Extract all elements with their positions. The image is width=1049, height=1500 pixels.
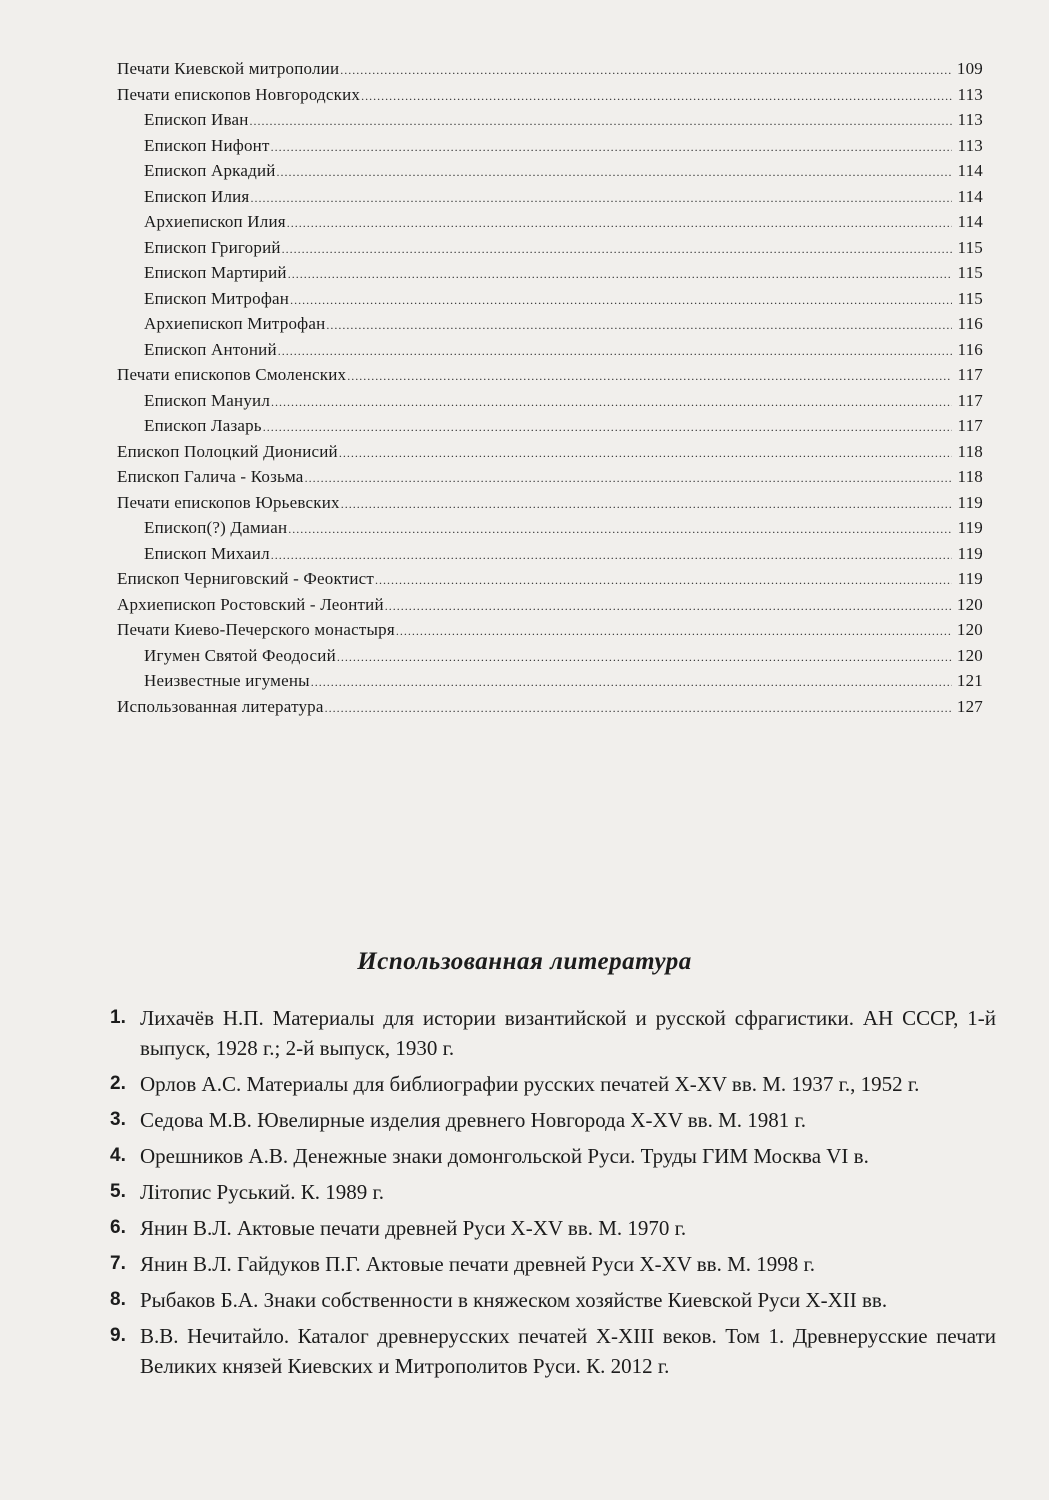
toc-label: Использованная литература (117, 696, 324, 716)
toc-label: Печати Киевской митрополии (117, 59, 340, 78)
toc-page-number: 118 (957, 467, 983, 486)
toc-leader-dots (271, 543, 952, 569)
reference-text: Рыбаков Б.А. Знаки собственности в княжеском хозяйстве Киевской Руси X-XII вв. (140, 1288, 888, 1312)
toc-row (117, 133, 983, 159)
toc-label: Епископ Илия (144, 186, 250, 206)
toc-label: Епископ Митрофан (144, 288, 290, 308)
reference-item (110, 1213, 996, 1243)
reference-number: 9. (110, 1325, 126, 1346)
toc-page-number: 117 (957, 416, 983, 435)
toc-leader-dots (288, 262, 952, 288)
reference-text: Янин В.Л. Гайдуков П.Г. Актовые печати древней Руси X-XV вв. М. 1998 г. (140, 1252, 816, 1276)
reference-number: 5. (110, 1181, 126, 1202)
toc-label: Епископ Галича - Козьма (117, 467, 304, 486)
toc-leader-dots (325, 696, 952, 722)
reference-number: 7. (110, 1253, 126, 1274)
toc-label: Епископ Мануил (144, 390, 271, 410)
reference-text: Орешников А.В. Денежные знаки домонгольской Руси. Труды ГИМ Москва VI в. (140, 1144, 869, 1168)
reference-text: Орлов А.С. Материалы для библиографии русских печатей X-XV вв. М. 1937 г., 1952 г. (140, 1072, 920, 1096)
reference-item (110, 1105, 996, 1135)
toc-label: Печати епископов Юрьевских (117, 492, 340, 512)
toc-leader-dots (375, 568, 952, 594)
toc-row (117, 566, 983, 592)
toc-leader-dots (250, 186, 952, 212)
toc-page-number: 109 (956, 59, 983, 78)
reference-text: В.В. Нечитайло. Каталог древнерусских печатей X-XIII веков. Том 1. Древнерусские печати Великих князей Киевских и Митрополитов Руси. К. 2012 г. (140, 1324, 996, 1378)
toc-row (117, 464, 983, 490)
toc-row (117, 362, 983, 388)
toc-page-number: 119 (957, 492, 983, 512)
toc-page-number: 120 (956, 645, 983, 665)
toc-page-number: 114 (957, 186, 983, 206)
toc-page-number: 119 (957, 543, 983, 563)
toc-page-number: 114 (957, 161, 983, 180)
toc-page-number: 119 (957, 518, 983, 537)
toc-leader-dots (339, 441, 952, 467)
toc-row (117, 235, 983, 261)
toc-row (117, 617, 983, 643)
reference-text: Лихачёв Н.П. Материалы для истории византийской и русской сфрагистики. АН СССР, 1-й выпуск, 1928 г.; 2-й выпуск, 1930 г. (140, 1006, 996, 1060)
toc-row (117, 694, 983, 720)
toc-row (117, 56, 983, 82)
reference-number: 4. (110, 1145, 126, 1166)
toc-leader-dots (305, 466, 952, 492)
toc-row (117, 515, 983, 541)
toc-leader-dots (311, 670, 952, 696)
toc-row (117, 413, 983, 439)
reference-item (110, 1177, 996, 1207)
toc-leader-dots (278, 339, 952, 365)
toc-leader-dots (337, 645, 952, 671)
toc-row (117, 82, 983, 108)
toc-label: Епископ Полоцкий Дионисий (117, 441, 338, 461)
toc-label: Архиепископ Митрофан (144, 314, 326, 333)
reference-item (110, 1141, 996, 1171)
toc-label: Епископ Аркадий (144, 161, 276, 180)
toc-leader-dots (263, 415, 952, 441)
toc-leader-dots (290, 288, 952, 314)
toc-row (117, 541, 983, 567)
toc-leader-dots (341, 492, 952, 518)
toc-row (117, 643, 983, 669)
toc-label: Игумен Святой Феодосий (144, 645, 336, 665)
toc-page-number: 120 (956, 620, 983, 639)
toc-label: Епископ Антоний (144, 339, 277, 359)
reference-number: 8. (110, 1289, 126, 1310)
toc-row (117, 668, 983, 694)
toc-leader-dots (271, 390, 952, 416)
reference-item (110, 1069, 996, 1099)
toc-label: Печати епископов Смоленских (117, 365, 347, 384)
toc-label: Епископ Лазарь (144, 416, 262, 435)
toc-row (117, 311, 983, 337)
toc-page-number: 115 (957, 263, 983, 282)
toc-label: Епископ(?) Дамиан (144, 518, 288, 537)
toc-row (117, 592, 983, 618)
toc-label: Печати Киево-Печерского монастыря (117, 620, 395, 639)
toc-label: Епископ Мартирий (144, 263, 287, 282)
toc-row (117, 286, 983, 312)
toc-leader-dots (271, 135, 952, 161)
toc-label: Неизвестные игумены (144, 671, 310, 690)
toc-page-number: 116 (957, 314, 983, 333)
toc-label: Печати епископов Новгородских (117, 84, 361, 104)
toc-label: Епископ Черниговский - Феоктист (117, 569, 375, 588)
toc-row (117, 490, 983, 516)
toc-page-number: 113 (957, 110, 983, 129)
toc-row (117, 439, 983, 465)
reference-number: 1. (110, 1007, 126, 1028)
table-of-contents (117, 56, 983, 719)
toc-label: Епископ Нифонт (144, 135, 270, 155)
toc-leader-dots (250, 109, 953, 135)
reference-text: Седова М.В. Ювелирные изделия древнего Новгорода X-XV вв. М. 1981 г. (140, 1108, 807, 1132)
toc-page-number: 113 (957, 84, 983, 104)
reference-text: Янин В.Л. Актовые печати древней Руси X-XV вв. М. 1970 г. (140, 1216, 687, 1240)
toc-page-number: 114 (957, 212, 983, 231)
toc-label: Архиепископ Илия (144, 212, 286, 231)
toc-page-number: 115 (957, 237, 983, 257)
references-list (110, 1003, 996, 1387)
reference-item (110, 1003, 996, 1063)
toc-label: Архиепископ Ростовский - Леонтий (117, 594, 384, 614)
toc-leader-dots (277, 160, 952, 186)
toc-leader-dots (282, 237, 952, 263)
reference-number: 3. (110, 1109, 126, 1130)
toc-leader-dots (326, 313, 952, 339)
toc-page-number: 115 (957, 288, 983, 308)
toc-leader-dots (340, 58, 952, 84)
toc-page-number: 116 (957, 339, 983, 359)
reference-item (110, 1321, 996, 1381)
toc-page-number: 118 (957, 441, 983, 461)
toc-leader-dots (385, 594, 952, 620)
toc-page-number: 121 (956, 671, 983, 690)
toc-leader-dots (288, 517, 952, 543)
references-heading: Использованная литература (357, 948, 692, 975)
toc-page-number: 120 (956, 594, 983, 614)
toc-row (117, 158, 983, 184)
toc-leader-dots (287, 211, 952, 237)
toc-leader-dots (396, 619, 952, 645)
reference-text: Літопис Руський. К. 1989 г. (140, 1180, 385, 1204)
toc-page-number: 117 (957, 365, 983, 384)
toc-leader-dots (347, 364, 952, 390)
toc-label: Епископ Михаил (144, 543, 270, 563)
toc-row (117, 209, 983, 235)
toc-row (117, 337, 983, 363)
reference-number: 6. (110, 1217, 126, 1238)
reference-number: 2. (110, 1073, 126, 1094)
toc-page-number: 127 (956, 696, 983, 716)
reference-item (110, 1285, 996, 1315)
reference-item (110, 1249, 996, 1279)
toc-page-number: 113 (957, 135, 983, 155)
toc-row (117, 107, 983, 133)
toc-row (117, 260, 983, 286)
toc-page-number: 119 (957, 569, 983, 588)
toc-label: Епископ Иван (144, 110, 249, 129)
toc-row (117, 184, 983, 210)
toc-leader-dots (361, 84, 952, 110)
toc-page-number: 117 (957, 390, 983, 410)
toc-label: Епископ Григорий (144, 237, 281, 257)
toc-row (117, 388, 983, 414)
